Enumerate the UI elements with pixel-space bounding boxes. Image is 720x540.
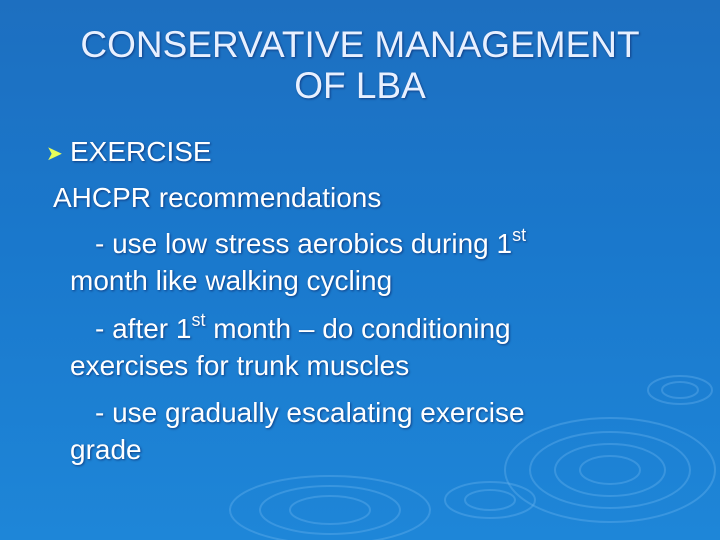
- item-2-line-1: [95, 310, 511, 345]
- item-2-text-post: month – do conditioning: [205, 313, 511, 344]
- item-1-line-1: [95, 225, 527, 260]
- title-line-1: CONSERVATIVE MANAGEMENT: [80, 24, 640, 65]
- item-2-superscript: st: [191, 310, 206, 330]
- arrow-right-icon: ➤: [46, 143, 63, 165]
- item-1-line-2: month like walking cycling: [70, 265, 393, 296]
- item-1-text: - use low stress aerobics during 1: [95, 228, 513, 259]
- item-3-line-2: grade: [70, 434, 142, 465]
- subheading: AHCPR recommendations: [53, 182, 382, 213]
- title-line-2: OF LBA: [294, 65, 426, 106]
- item-2-text-pre: - after 1: [95, 313, 192, 344]
- item-1-superscript: st: [512, 225, 527, 245]
- item-3-line-1: - use gradually escalating exercise: [95, 397, 525, 428]
- slide-title: [0, 24, 720, 106]
- item-2-line-2: exercises for trunk muscles: [70, 350, 410, 381]
- heading-exercise: EXERCISE: [70, 136, 212, 167]
